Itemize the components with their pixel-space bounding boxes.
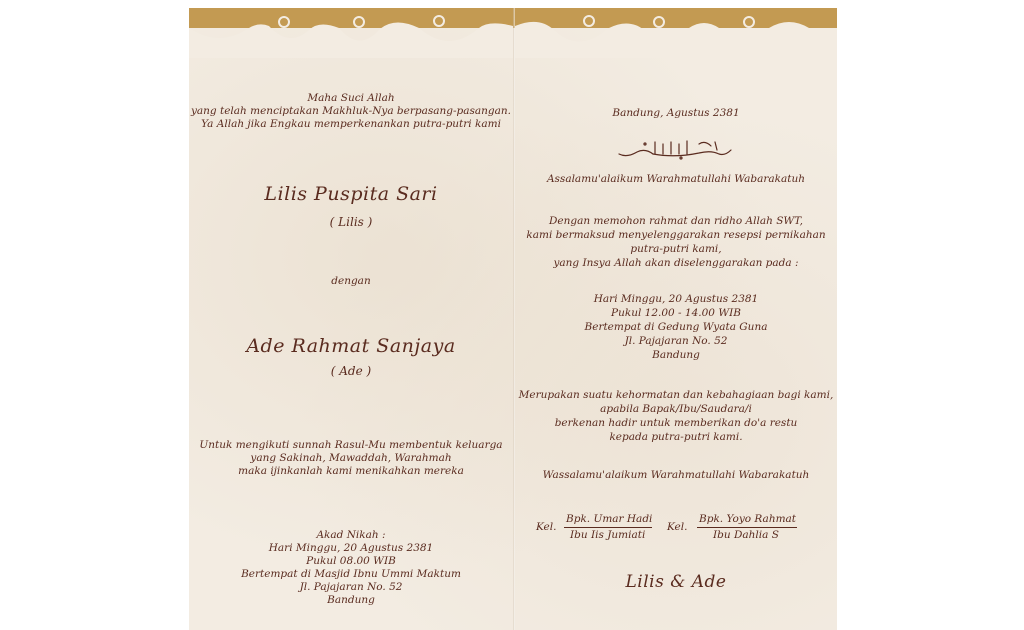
akad-line: Pukul 08.00 WIB: [306, 555, 396, 567]
prayer-line: maka ijinkanlah kami menikahkan mereka: [238, 465, 464, 477]
intro-line: Dengan memohon rahmat dan ridho Allah SWT,: [549, 215, 803, 227]
mother-name: Ibu Iis Jumiati: [570, 529, 646, 541]
verse-line: yang telah menciptakan Makhluk-Nya berpasang-pasangan.: [190, 105, 512, 117]
akad-line: Bertempat di Masjid Ibnu Ummi Maktum: [241, 568, 461, 580]
intro-line: kami bermaksud menyelenggarakan resepsi pernikahan: [526, 229, 826, 241]
akad-line: Bandung: [327, 594, 375, 606]
couple-signature: Lilis & Ade: [625, 572, 727, 592]
conjunction: dengan: [331, 275, 371, 287]
father-name: Bpk. Umar Hadi: [566, 513, 653, 525]
family-signature-2: [667, 513, 807, 545]
verse-line: Ya Allah jika Engkau memperkenankan putra-putri kami: [201, 118, 501, 130]
intro-line: yang Insya Allah akan diselenggarakan pada :: [553, 257, 799, 269]
prayer-line: yang Sakinah, Mawaddah, Warahmah: [250, 452, 452, 464]
reception-line: Bertempat di Gedung Wyata Guna: [584, 321, 768, 333]
honor-line: Merupakan suatu kehormatan dan kebahagiaan bagi kami,: [518, 389, 834, 401]
bride-name: Lilis Puspita Sari: [264, 183, 438, 205]
family-signature-1: [536, 513, 656, 545]
date-line: Bandung, Agustus 2381: [612, 107, 740, 119]
greeting: Assalamu'alaikum Warahmatullahi Wabarakatuh: [546, 173, 806, 185]
divider: [697, 527, 797, 528]
prayer-line: Untuk mengikuti sunnah Rasul-Mu membentuk keluarga: [199, 439, 503, 451]
akad-line: Akad Nikah :: [316, 529, 386, 541]
bismillah-calligraphy-icon: [615, 138, 735, 160]
intro-line: putra-putri kami,: [630, 243, 722, 255]
reception-line: Hari Minggu, 20 Agustus 2381: [593, 293, 759, 305]
honor-line: berkenan hadir untuk memberikan do'a restu: [554, 417, 798, 429]
honor-line: kepada putra-putri kami.: [609, 431, 743, 443]
closing-greeting: Wassalamu'alaikum Warahmatullahi Wabarakatuh: [542, 469, 810, 481]
akad-line: Hari Minggu, 20 Agustus 2381: [268, 542, 434, 554]
father-name: Bpk. Yoyo Rahmat: [699, 513, 797, 525]
bride-nickname: ( Lilis ): [329, 215, 373, 229]
left-panel: [189, 8, 513, 630]
reception-line: Bandung: [652, 349, 700, 361]
groom-name: Ade Rahmat Sanjaya: [246, 335, 456, 357]
groom-nickname: ( Ade ): [330, 364, 372, 378]
reception-line: Jl. Pajajaran No. 52: [624, 335, 728, 347]
family-prefix: Kel.: [536, 521, 557, 533]
mother-name: Ibu Dahlia S: [713, 529, 779, 541]
right-panel: [515, 8, 837, 630]
invitation-card: [189, 8, 837, 630]
family-prefix: Kel.: [667, 521, 688, 533]
reception-line: Pukul 12.00 - 14.00 WIB: [611, 307, 741, 319]
verse-line: Maha Suci Allah: [307, 92, 395, 104]
akad-line: Jl. Pajajaran No. 52: [299, 581, 403, 593]
honor-line: apabila Bapak/Ibu/Saudara/i: [600, 403, 752, 415]
divider: [564, 527, 652, 528]
